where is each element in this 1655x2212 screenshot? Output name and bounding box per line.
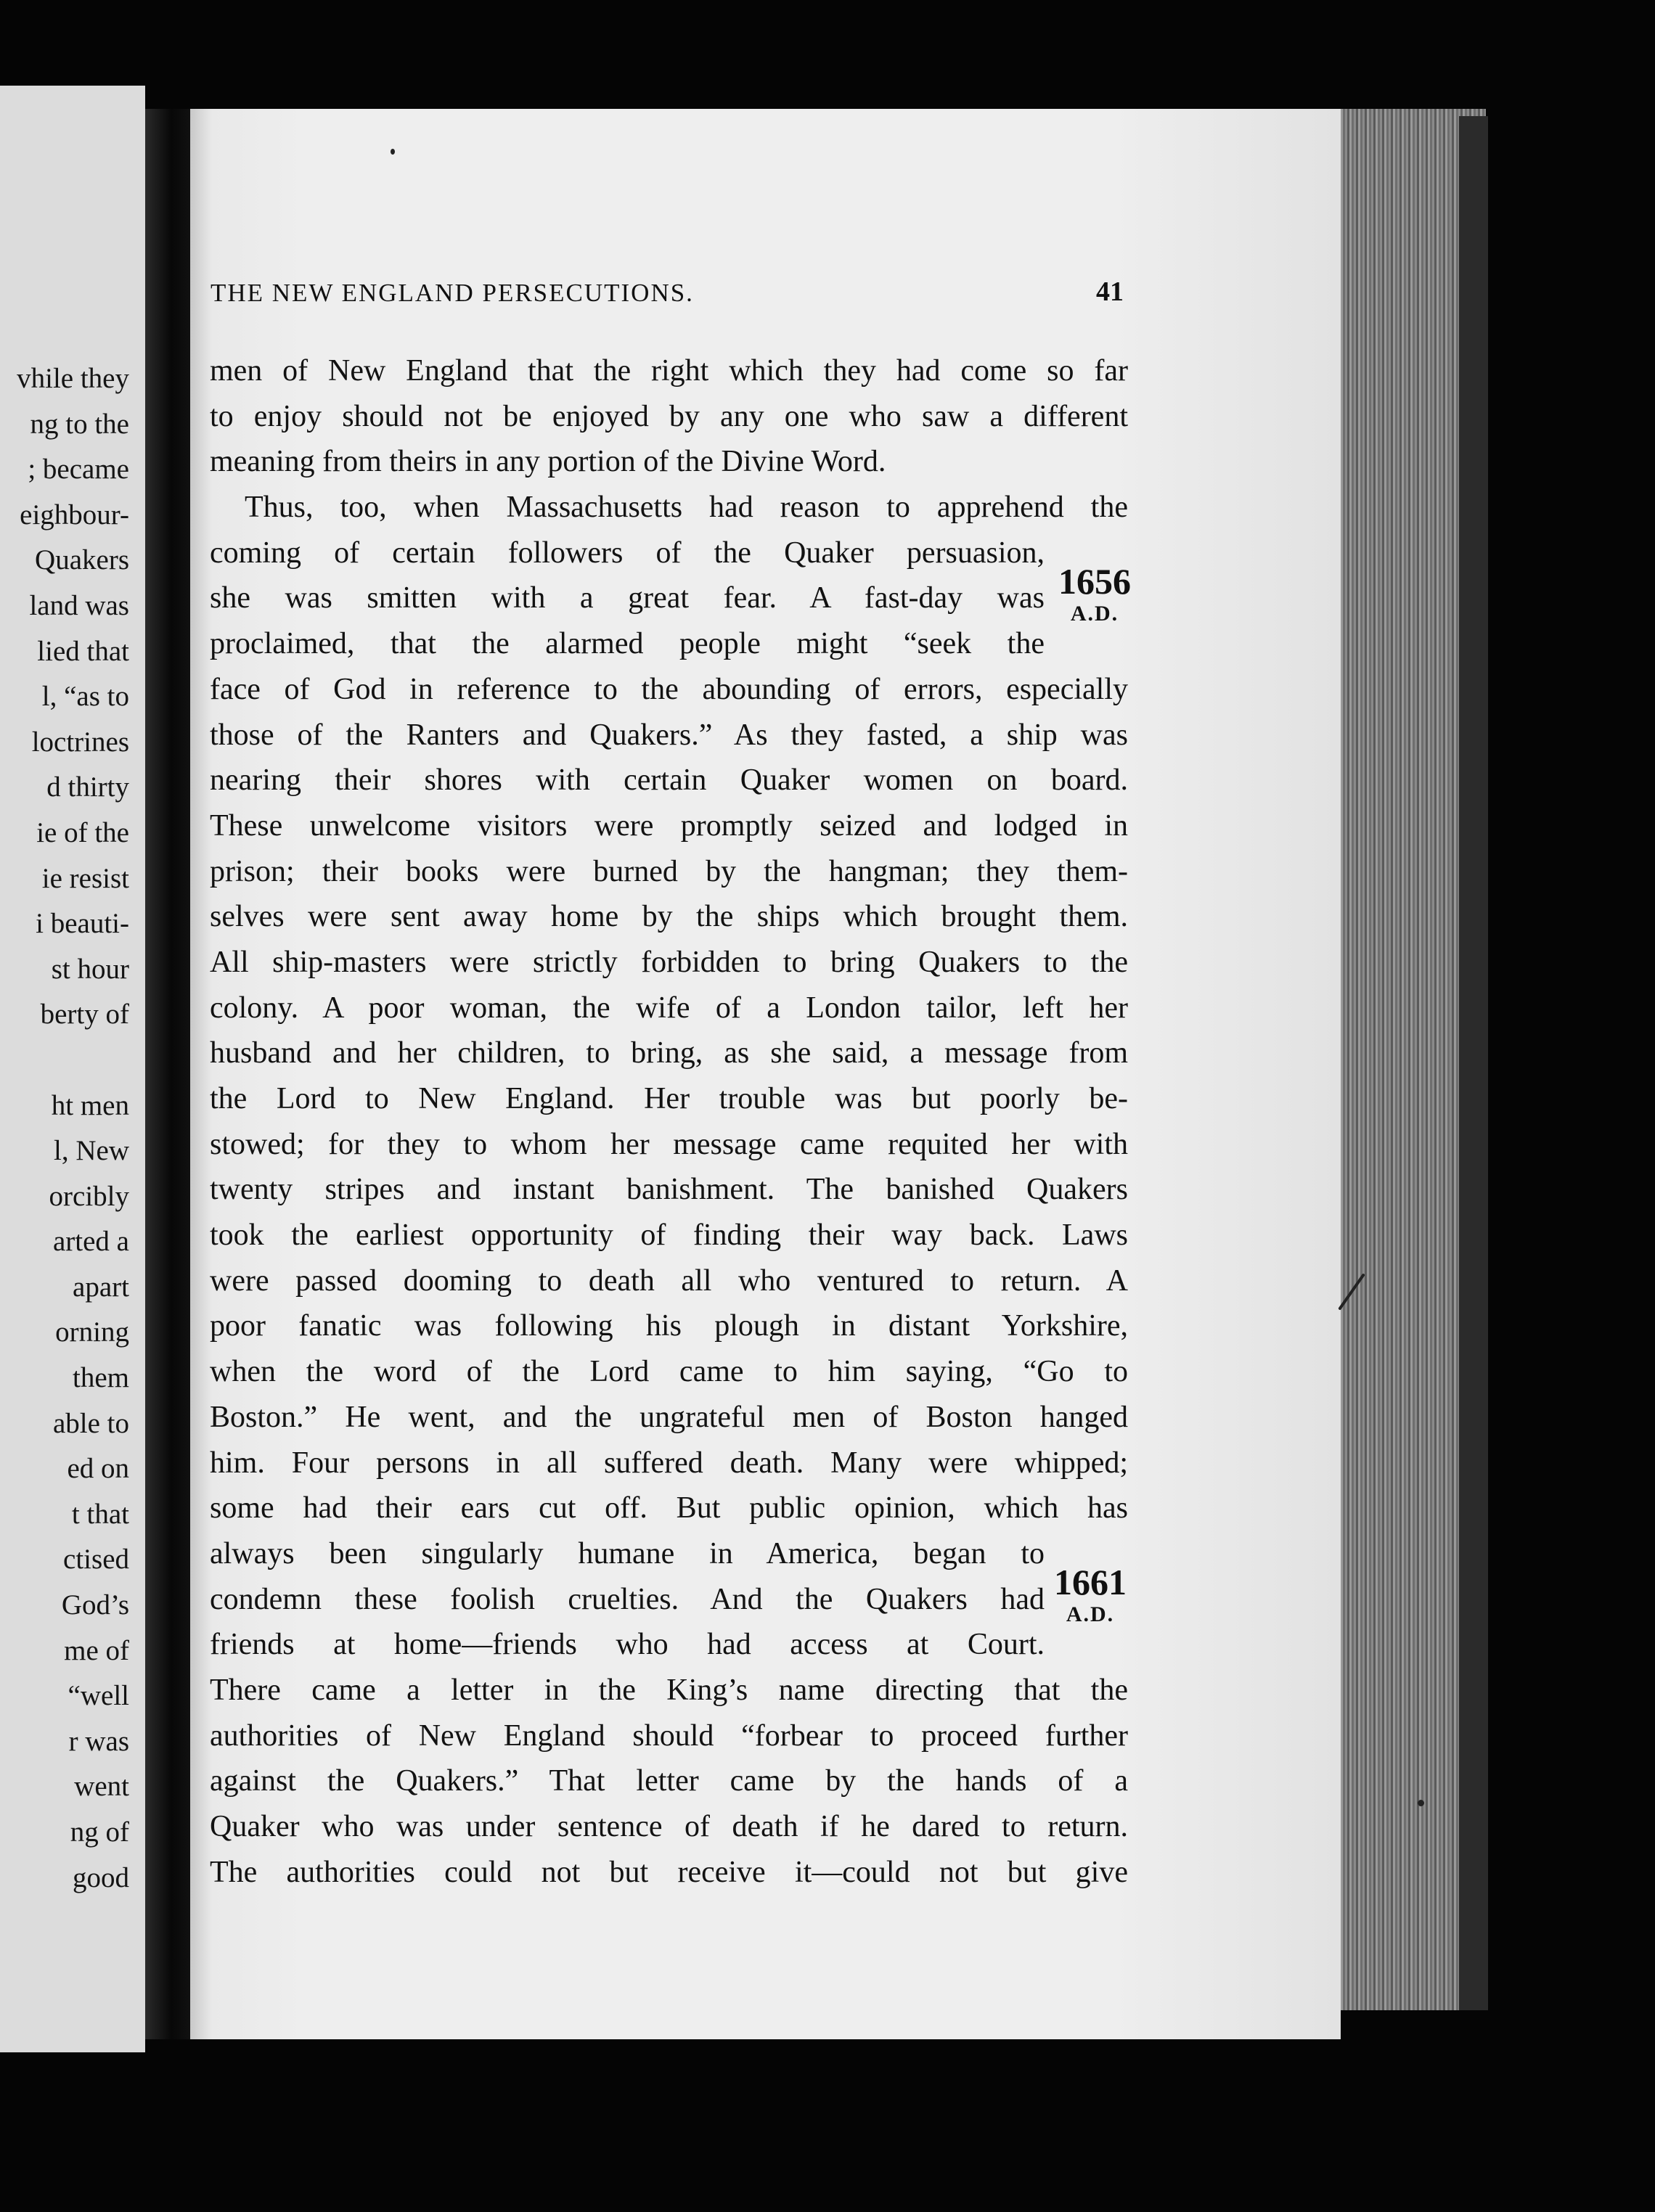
text-line: were passed dooming to death all who ventured to return. A (210, 1263, 1128, 1298)
left-page-line: d thirty (46, 771, 129, 803)
text-line: The authorities could not but receive it—could not but give (210, 1855, 1128, 1889)
text-line: some had their ears cut off. But public opinion, which has (210, 1491, 1128, 1525)
text-line: colony. A poor woman, the wife of a London tailor, left her (210, 991, 1128, 1025)
left-page-line: st hour (51, 953, 129, 985)
scan-speck (1418, 1800, 1424, 1806)
text-line: There came a letter in the King’s name directing that the (210, 1673, 1128, 1707)
text-line: coming of certain followers of the Quaker persuasion, (210, 536, 1045, 570)
left-page-line: able to (52, 1407, 129, 1439)
text-line: Boston.” He went, and the ungrateful men of Boston hanged (210, 1400, 1128, 1434)
left-page-line: l, New (54, 1135, 129, 1167)
left-page-line (0, 1038, 129, 1084)
text-line: husband and her children, to bring, as she said, a message from (210, 1036, 1128, 1070)
body-text (210, 348, 1128, 1895)
text-line: when the word of the Lord came to him saying, “Go to (210, 1355, 1128, 1389)
text-line: Quaker who was under sentence of death if he dared to return. (210, 1810, 1128, 1843)
left-page-line: i beauti- (36, 908, 129, 940)
text-line: authorities of New England should “forbear to proceed further (210, 1719, 1128, 1753)
text-line: always been singularly humane in America, began to (210, 1536, 1045, 1570)
margin-date-1661 (1047, 1562, 1134, 1627)
left-page-line: ctised (63, 1544, 129, 1576)
left-page-line: “well (68, 1680, 129, 1712)
text-line: These unwelcome visitors were promptly seized and lodged in (210, 808, 1128, 843)
scan-speck (391, 149, 395, 155)
left-page-line: orcibly (49, 1180, 129, 1212)
left-page-line: ng of (70, 1816, 129, 1848)
text-line: prison; their books were burned by the hangman; they them- (210, 854, 1128, 888)
text-line: selves were sent away home by the ships which brought them. (210, 900, 1128, 934)
left-page-fragment (0, 86, 145, 2052)
left-page-line: went (74, 1771, 129, 1803)
text-line: meaning from theirs in any portion of the Divine Word. (210, 445, 886, 479)
text-line: those of the Ranters and Quakers.” As they fasted, a ship was (210, 718, 1128, 752)
left-page-line: ie resist (41, 862, 129, 894)
left-page-line: r was (68, 1725, 129, 1757)
left-page-line: berty of (40, 999, 129, 1031)
left-page-line: me of (64, 1634, 129, 1666)
text-line: Thus, too, when Massachusetts had reason to apprehend the (245, 491, 1128, 525)
left-page-line: ht men (51, 1089, 129, 1121)
left-page-text (0, 356, 129, 1901)
margin-date-year: 1656 (1058, 561, 1131, 602)
margin-date-era: A.D. (1066, 1602, 1115, 1626)
left-page-line: good (73, 1861, 129, 1893)
left-page-line: l, “as to (41, 681, 129, 713)
text-line: she was smitten with a great fear. A fast-day was (210, 581, 1045, 615)
book-cover-edge (1459, 116, 1488, 2010)
left-page-line: them (73, 1362, 129, 1394)
text-line: twenty stripes and instant banishment. The banished Quakers (210, 1173, 1128, 1207)
left-page-line: vhile they (17, 363, 129, 394)
left-page-line: loctrines (31, 726, 129, 758)
margin-date-1656 (1051, 561, 1138, 626)
left-page-line: Quakers (35, 544, 129, 576)
text-line: stowed; for they to whom her message came requited her with (210, 1127, 1128, 1161)
left-page-line: orning (55, 1316, 129, 1348)
text-line: to enjoy should not be enjoyed by any one who saw a different (210, 399, 1128, 433)
left-page-line: t that (71, 1498, 129, 1530)
text-line: men of New England that the right which they had come so far (210, 354, 1128, 388)
left-page-line: lied that (37, 635, 129, 667)
left-page-line: ed on (67, 1453, 129, 1485)
left-page-line: ie of the (36, 816, 129, 848)
text-line: condemn these foolish cruelties. And the Quakers had (210, 1582, 1045, 1616)
left-page-line: apart (73, 1271, 129, 1303)
left-page-line: God’s (61, 1589, 129, 1621)
margin-date-year: 1661 (1054, 1562, 1127, 1602)
text-line: face of God in reference to the abounding of errors, especially (210, 672, 1128, 706)
page-number: 41 (1096, 276, 1124, 307)
text-line: against the Quakers.” That letter came by the hands of a (210, 1764, 1128, 1798)
text-line: friends at home—friends who had access at Court. (210, 1628, 1045, 1662)
text-line: the Lord to New England. Her trouble was but poorly be- (210, 1082, 1128, 1115)
text-line: proclaimed, that the alarmed people might “seek the (210, 627, 1045, 661)
text-line: took the earliest opportunity of finding their way back. Laws (210, 1218, 1128, 1253)
left-page-line: land was (29, 589, 129, 621)
left-page-line: ng to the (30, 408, 129, 440)
left-page-line: eighbour- (20, 499, 129, 531)
text-line: poor fanatic was following his plough in distant Yorkshire, (210, 1309, 1128, 1343)
left-page-line: arted a (52, 1226, 129, 1258)
left-page-line: ; became (28, 454, 129, 486)
text-line: nearing their shores with certain Quaker women on board. (210, 763, 1128, 798)
text-line: him. Four persons in all suffered death. Many were whipped; (210, 1446, 1128, 1480)
margin-date-era: A.D. (1070, 602, 1119, 626)
running-head: THE NEW ENGLAND PERSECUTIONS. (211, 279, 694, 307)
text-line: All ship-masters were strictly forbidden to bring Quakers to the (210, 945, 1128, 979)
